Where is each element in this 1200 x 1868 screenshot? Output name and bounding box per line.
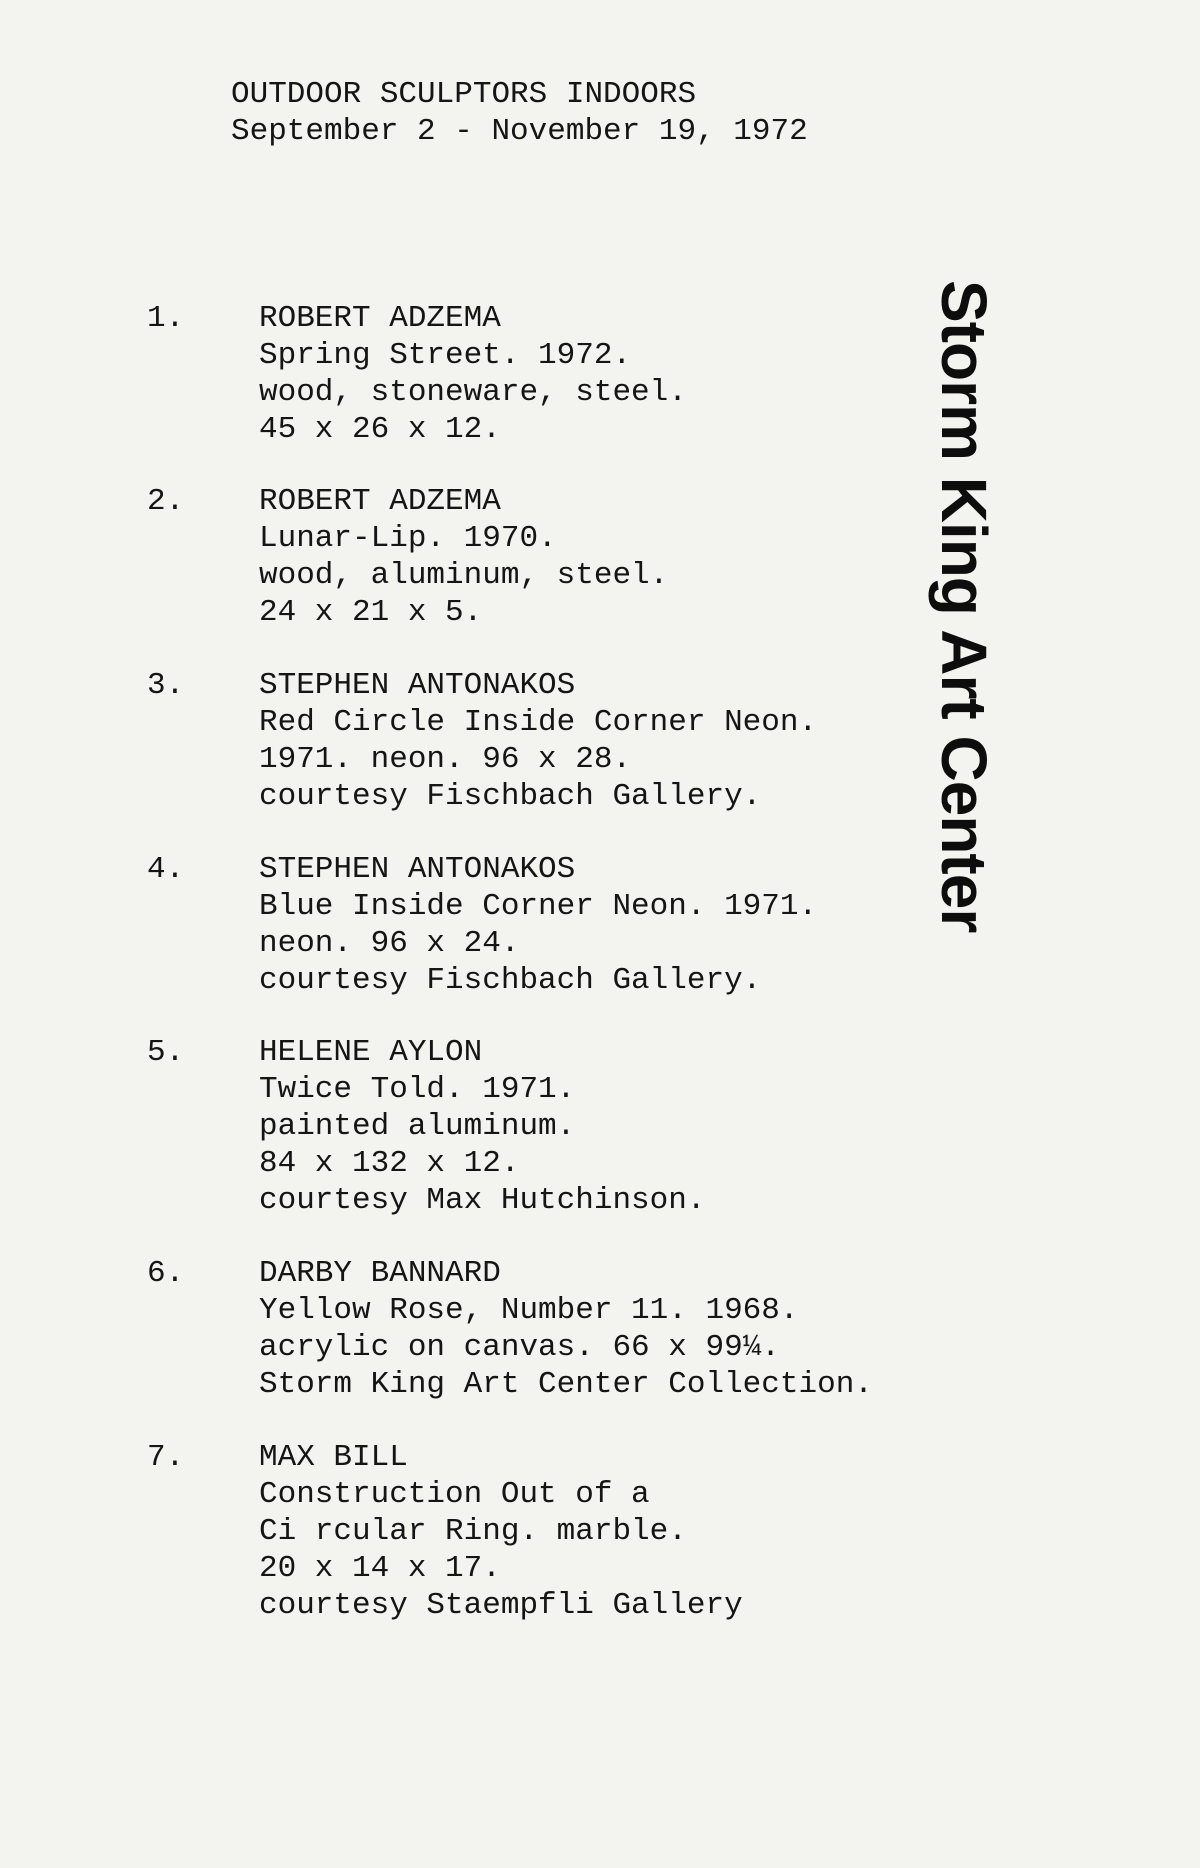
artist-name: STEPHEN ANTONAKOS [259, 668, 576, 703]
item-line: 84 x 132 x 12. [259, 1146, 520, 1181]
item-line: Yellow Rose, Number 11. 1968. [259, 1293, 799, 1328]
artist-name: ROBERT ADZEMA [259, 301, 501, 336]
item-line: 20 x 14 x 17. [259, 1551, 501, 1586]
item-number: 1. [147, 301, 185, 336]
item-number: 3. [147, 668, 185, 703]
item-line: Red Circle Inside Corner Neon. [259, 705, 818, 740]
artist-name: MAX BILL [259, 1440, 408, 1475]
item-line: courtesy Max Hutchinson. [259, 1183, 706, 1218]
artist-name: HELENE AYLON [259, 1035, 483, 1070]
brand-text: Storm King Art Center [928, 280, 1000, 933]
item-number: 4. [147, 852, 185, 887]
item-line: courtesy Fischbach Gallery. [259, 963, 762, 998]
item-line: wood, stoneware, steel. [259, 375, 687, 410]
artist-name: STEPHEN ANTONAKOS [259, 852, 576, 887]
item-line: neon. 96 x 24. [259, 926, 520, 961]
exhibition-title: OUTDOOR SCULPTORS INDOORS [231, 77, 697, 112]
item-line: 24 x 21 x 5. [259, 595, 483, 630]
brand-logotype [928, 280, 1015, 1040]
item-line: Lunar-Lip. 1970. [259, 521, 557, 556]
document-header [231, 76, 808, 150]
item-number: 6. [147, 1256, 185, 1291]
item-line: Spring Street. 1972. [259, 338, 632, 373]
item-line: courtesy Fischbach Gallery. [259, 779, 762, 814]
exhibition-dates: September 2 - November 19, 1972 [231, 114, 808, 149]
item-line: painted aluminum. [259, 1109, 576, 1144]
item-line: acrylic on canvas. 66 x 99¼. [259, 1330, 780, 1365]
item-line: 45 x 26 x 12. [259, 412, 501, 447]
item-line: courtesy Staempfli Gallery [259, 1588, 743, 1623]
artist-name: DARBY BANNARD [259, 1256, 501, 1291]
item-line: Twice Told. 1971. [259, 1072, 576, 1107]
artist-name: ROBERT ADZEMA [259, 484, 501, 519]
item-line: Construction Out of a [259, 1477, 650, 1512]
item-line: wood, aluminum, steel. [259, 558, 669, 593]
item-line: Ci rcular Ring. marble. [259, 1514, 687, 1549]
item-number: 5. [147, 1035, 185, 1070]
item-number: 2. [147, 484, 185, 519]
item-line: Blue Inside Corner Neon. 1971. [259, 889, 818, 924]
item-line: Storm King Art Center Collection. [259, 1367, 873, 1402]
item-number: 7. [147, 1440, 185, 1475]
item-line: 1971. neon. 96 x 28. [259, 742, 632, 777]
